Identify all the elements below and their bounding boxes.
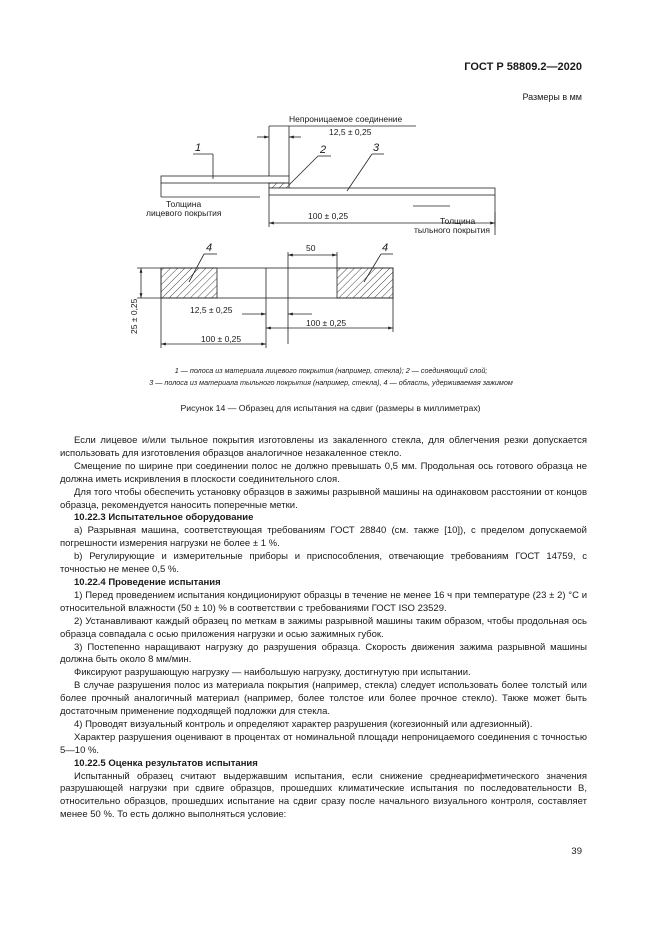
label-front-thickness-2: лицевого покрытия (146, 208, 222, 218)
back-strip (269, 188, 495, 195)
label-back-thickness-1: Толщина (440, 216, 476, 226)
paragraph: 4) Проводят визуальный контроль и определяют характер разрушения (когезионный или адгезионный). (74, 718, 533, 730)
label-4-right: 4 (382, 242, 389, 254)
label-2: 2 (320, 144, 327, 156)
paragraph: Фиксируют разрушающую нагрузку — наибольшую нагрузку, достигнутую при испытании. (74, 667, 471, 679)
paragraph: Если лицевое и/или тыльное покрытия изготовлены из закаленного стекла, для облегчения резки допускается использовать для изготовления образцов аналогичное незакаленное стекло. (60, 435, 587, 459)
label-dim-25: 25 ± 0,25 (129, 298, 139, 334)
label-dim-50: 50 (306, 243, 316, 253)
legend-line-1: 1 — полоса из материала лицевого покрытия (например, стекла); 2 — соединяющий слой; (174, 366, 488, 375)
paragraph: 3) Постепенно наращивают нагрузку до разрушения образца. Скорость движения зажима разрывной машины должна быть около 8 мм/мин. (60, 641, 587, 666)
front-strip (161, 176, 289, 183)
paragraph: 1) Перед проведением испытания кондиционируют образцы в течение не менее 16 ч при температуре (23 ± 2) °C и относительной влажности (50 ± 10) % в соответствии с требованиями ГОСТ ISO 23529. (60, 589, 587, 614)
doc-header: ГОСТ Р 58809.2—2020 (464, 61, 582, 73)
label-4-left: 4 (206, 242, 213, 254)
label-overlap-top: 12,5 ± 0,25 (329, 127, 372, 137)
figure-legend (60, 364, 602, 392)
bonding-layer (269, 183, 289, 188)
paragraph: Характер разрушения оценивают в процентах от номинальной площади непроницаемого соединения с точностью 5—10 %. (60, 731, 587, 756)
clamp-area-right (337, 268, 393, 298)
label-3: 3 (373, 142, 380, 154)
paragraph: b) Регулирующие и измерительные приборы и приспособления, отвечающие требованиям ГОСТ 14759, с точностью не менее 0,5 %. (60, 551, 587, 576)
label-overlap-bottom: 12,5 ± 0,25 (190, 305, 233, 315)
label-back-thickness-2: тыльного покрытия (414, 225, 490, 235)
label-dim-100-right: 100 ± 0,25 (306, 318, 347, 328)
section-heading: 10.22.4 Проведение испытания (74, 576, 221, 588)
section-heading: 10.22.5 Оценка результатов испытания (74, 757, 258, 769)
label-front-thickness-1: Толщина (166, 199, 202, 209)
label-1: 1 (195, 142, 202, 154)
paragraph: а) Разрывная машина, соответствующая требованиям ГОСТ 28840 (см. также [10]), с пределом допускаемой погрешности измерения нагрузки не более ± 1 %. (60, 525, 587, 550)
clamp-area-left (161, 268, 217, 298)
paragraph: Смещение по ширине при соединении полос не должно превышать 0,5 мм. Продольная ось готового образца не должна иметь искривления в плоскости соединительного слоя. (60, 460, 587, 485)
legend-line-2: 3 — полоса из материала тыльного покрытия (например, стекла), 4 — область, удерживаемая зажимом (149, 378, 513, 387)
paragraph: Испытанный образец считают выдержавшим испытания, если снижение среднеарифметического значения разрушающей нагрузки при сдвиге образцов, прошедших климатические испытания по последовательности В, относительно образцов, прошедших испытание на сдвиг сразу после начального визуального контроля, составляет менее 50 %. То есть должно выполняться условие: (60, 770, 587, 821)
paragraph: 2) Устанавливают каждый образец по меткам в зажимы разрывной машины таким образом, чтобы продольная ось образца совпадала с осью приложения нагрузки и осью зажимных губок. (60, 615, 587, 640)
body-text (60, 435, 587, 822)
page-number: 39 (571, 846, 582, 857)
section-heading: 10.22.3 Испытательное оборудование (74, 512, 254, 524)
label-back-length: 100 ± 0,25 (308, 211, 349, 221)
paragraph: Для того чтобы обеспечить установку образцов в зажимы разрывной машины на одинаковом расстоянии от концов образца, рекомендуется наносить поперечные метки. (60, 486, 587, 511)
figure-caption: Рисунок 14 — Образец для испытания на сдвиг (размеры в миллиметрах) (180, 403, 481, 413)
label-dim-100-left: 100 ± 0,25 (201, 334, 242, 344)
units-note: Размеры в мм (522, 92, 582, 102)
shear-specimen-figure (0, 0, 661, 400)
paragraph: В случае разрушения полос из материала покрытия (например, стекла) следует использовать более толстый или более прочный аналогичный материал (например, более толстое или более прочное стекло). Также может быть достаточным применение подходящей подложки для стекла. (60, 680, 587, 718)
label-seal: Непроницаемое соединение (289, 114, 403, 124)
